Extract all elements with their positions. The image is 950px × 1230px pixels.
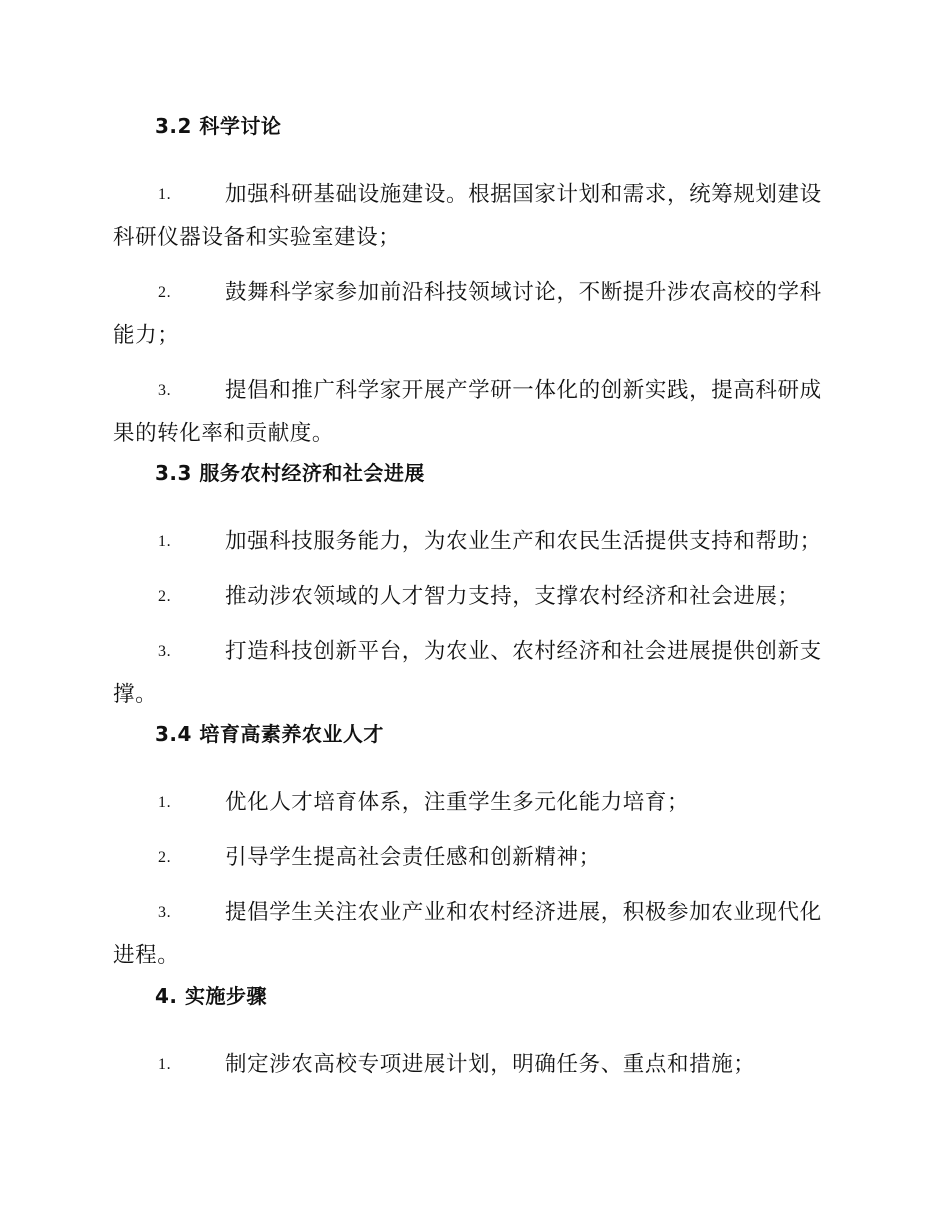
list-item-text: 提倡和推广科学家开展产学研一体化的创新实践，提高科研成果的转化率和贡献度。 (113, 378, 822, 446)
list-item-text: 鼓舞科学家参加前沿科技领域讨论，不断提升涉农高校的学科能力； (113, 280, 822, 348)
list-number: 1. (158, 533, 172, 550)
list-number: 2. (158, 284, 172, 301)
list-item-text: 优化人才培育体系，注重学生多元化能力培育； (225, 790, 690, 815)
list-number: 2. (158, 849, 172, 866)
list-item (0, 836, 950, 879)
section-3-3 (0, 459, 950, 716)
list-item-text: 推动涉农领域的人才智力支持，支撑农村经济和社会进展； (225, 584, 800, 609)
list-number: 1. (158, 794, 172, 811)
list-number: 1. (158, 186, 172, 203)
list-item (0, 173, 950, 259)
list-number: 1. (158, 1056, 172, 1073)
list-item (0, 271, 950, 357)
section-3-4 (0, 720, 950, 977)
list-item (0, 891, 950, 977)
list-item (0, 630, 950, 716)
list-item-text: 加强科研基础设施建设。根据国家计划和需求，统筹规划建设科研仪器设备和实验室建设； (113, 182, 822, 250)
list-item (0, 781, 950, 824)
list-item-text: 提倡学生关注农业产业和农村经济进展，积极参加农业现代化进程。 (113, 900, 822, 968)
list-item-text: 打造科技创新平台，为农业、农村经济和社会进展提供创新支撑。 (113, 639, 822, 707)
list-number: 2. (158, 588, 172, 605)
list-item-text: 加强科技服务能力，为农业生产和农民生活提供支持和帮助； (225, 529, 822, 554)
list-item-text: 制定涉农高校专项进展计划，明确任务、重点和措施； (225, 1052, 756, 1077)
section-heading: 3.3 服务农村经济和社会进展 (155, 461, 425, 485)
list-item (0, 1043, 950, 1086)
list-number: 3. (158, 643, 172, 660)
list-number: 3. (158, 904, 172, 921)
list-item (0, 520, 950, 563)
section-heading: 3.2 科学讨论 (155, 114, 282, 138)
section-heading: 4. 实施步骤 (155, 984, 267, 1008)
list-item (0, 575, 950, 618)
section-heading: 3.4 培育高素养农业人才 (155, 722, 384, 746)
list-number: 3. (158, 382, 172, 399)
section-4 (0, 982, 950, 1086)
list-item (0, 369, 950, 455)
list-item-text: 引导学生提高社会责任感和创新精神； (225, 845, 601, 870)
section-3-2 (0, 112, 950, 455)
